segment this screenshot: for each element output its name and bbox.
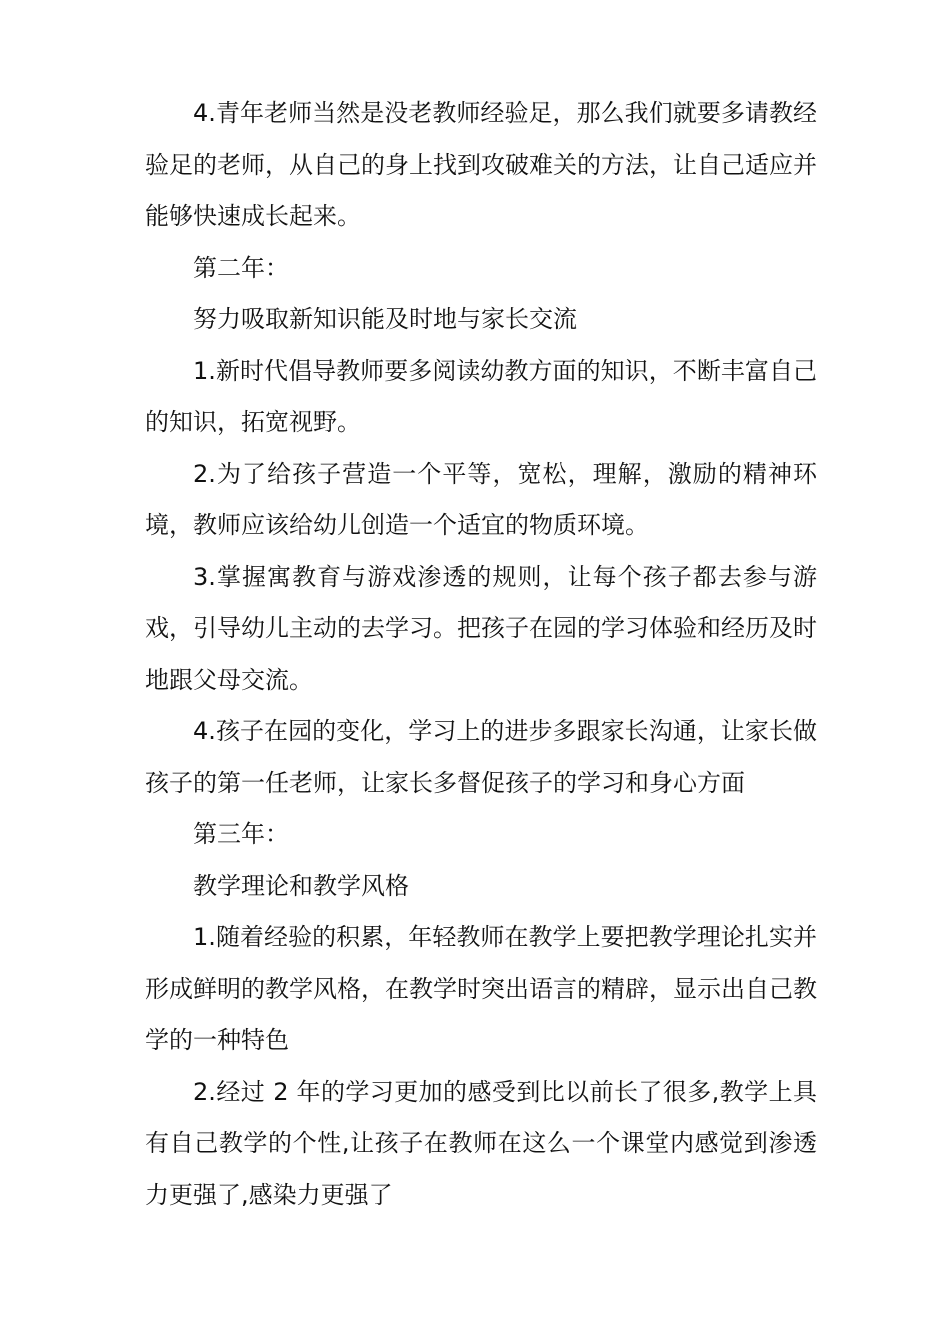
heading-third-year: 第三年：: [193, 820, 289, 848]
paragraph-environment: 2.为了给孩子营造一个平等，宽松，理解，激励的精神环境，教师应该给幼儿创造一个适宜的物质环境。: [145, 459, 817, 539]
subheading-third-year-goal: 教学理论和教学风格: [193, 871, 409, 900]
subheading-second-year-goal: 努力吸取新知识能及时地与家长交流: [193, 305, 577, 333]
paragraph-young-teachers-learn: 4.青年老师当然是没老教师经验足，那么我们就要多请教经验足的老师，从自己的身上找到攻破难关的方法，让自己适应并能够快速成长起来。: [145, 99, 817, 230]
paragraph-two-years-learning: 2.经过 2 年的学习更加的感受到比以前长了很多,教学上具有自己教学的个性,让孩子在教师在这么一个课堂内感觉到渗透力更强了,感染力更强了: [145, 1077, 817, 1209]
heading-second-year: 第二年：: [193, 253, 289, 282]
paragraph-teaching-style: 1.随着经验的积累，年轻教师在教学上要把教学理论扎实并形成鲜明的教学风格，在教学时突出语言的精辟，显示出自己教学的一种特色: [145, 923, 817, 1054]
document-body: [145, 88, 817, 1221]
paragraph-games: 3.掌握寓教育与游戏渗透的规则，让每个孩子都去参与游戏，引导幼儿主动的去学习。把孩子在园的学习体验和经历及时地跟父母交流。: [145, 562, 817, 694]
paragraph-read-knowledge: 1.新时代倡导教师要多阅读幼教方面的知识，不断丰富自己的知识，拓宽视野。: [145, 356, 817, 436]
paragraph-parent-communication: 4.孩子在园的变化，学习上的进步多跟家长沟通，让家长做孩子的第一任老师，让家长多督促孩子的学习和身心方面: [145, 717, 817, 797]
